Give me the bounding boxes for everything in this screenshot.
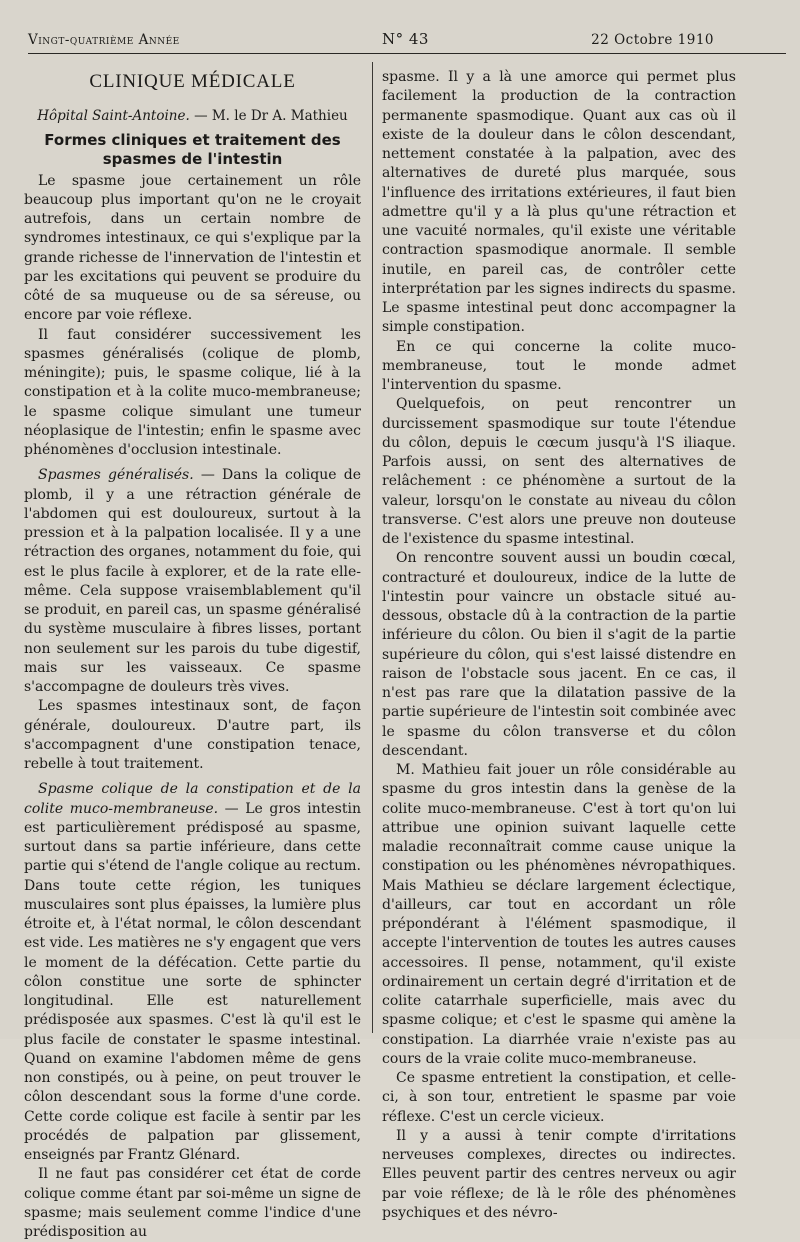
subheading: Spasmes généralisés. — [38, 467, 194, 484]
byline-author: — M. le Dr A. Mathieu — [194, 108, 348, 125]
paragraph — [24, 780, 361, 1165]
section-title: CLINIQUE MÉDICALE — [89, 71, 296, 92]
right-column — [382, 68, 736, 1223]
column-divider — [372, 62, 373, 1033]
paragraph: spasme. Il y a là une amorce qui permet plus facilement la production de la contraction permanente spasmodique. Quant aux cas où il existe de la douleur dans le côlon descendant, nettement constatée à la palpation, avec des alternatives de dureté plus marquée, sous l'influence des irritations extérieures, il faut bien admettre qu'il y a là plus qu'une rétraction et une vacuité normales, qu'il existe une véritable contraction spasmodique anormale. Il semble inutile, en pareil cas, de contrôler cette interprétation par les signes indirects du spasme. Le spasme intestinal peut donc accompagner la simple constipation. — [382, 69, 736, 336]
paragraph: Ce spasme entretient la constipation, et celle-ci, à son tour, entretient le spasme par voie réflexe. C'est un cercle vicieux. — [382, 1070, 736, 1125]
paragraph: Quelquefois, on peut rencontrer un durcissement spasmodique sur toute l'étendue du côlon, depuis le cœcum jusqu'à l'S iliaque. Parfois aussi, on sent des alternatives de relâchement : ce phénomène a surtout de la valeur, lorsqu'on le constate au niveau du côlon transverse. C'est alors une preuve non douteuse de l'existence du spasme intestinal. — [382, 396, 736, 547]
paragraph: Les spasmes intestinaux sont, de façon générale, douloureux. D'autre part, ils s'accompagnent d'une constipation tenace, rebelle à tout traitement. — [24, 698, 361, 772]
byline-hospital: Hôpital Saint-Antoine. — [37, 108, 190, 125]
header-volume: Vingt-quatrième Année — [28, 32, 180, 48]
paragraph: Le spasme joue certainement un rôle beaucoup plus important qu'on ne le croyait autrefois, dans un certain nombre de syndromes intestinaux, ce qui s'explique par la grande richesse de l'innervation de l'intestin et par les excitations qui peuvent se produire du côté de sa muqueuse ou de sa séreuse, ou encore par voie réflexe. — [24, 172, 361, 324]
left-column — [24, 68, 361, 1242]
header-issue-number: N° 43 — [381, 30, 429, 48]
paragraph: En ce qui concerne la colite muco-membraneuse, tout le monde admet l'intervention du spasme. — [382, 338, 736, 393]
paragraph: Il y a aussi à tenir compte d'irritations nerveuses complexes, directes ou indirectes. Elles peuvent partir des centres nerveux ou agir par voie réflexe; de là le rôle des phénomènes psychiques et des névro- — [382, 1127, 736, 1221]
paragraph — [24, 466, 361, 697]
paragraph: On rencontre souvent aussi un boudin cœcal, contracturé et douloureux, indice de la lutte de l'intestin pour vaincre un obstacle situé au-dessous, obstacle dû à la contraction de la partie inférieure du côlon. Ou bien il s'agit de la partie supérieure du côlon, qui s'est laissé distendre en raison de l'obstacle sous jacent. En ce cas, il n'est pas rare que la dilatation passive de la partie supérieure de l'intestin soit combinée avec le spasme du côlon transverse et du côlon descendant. — [382, 550, 736, 759]
header-rule — [28, 53, 786, 54]
byline — [24, 107, 361, 126]
header-date: 22 Octobre 1910 — [591, 32, 714, 48]
paragraph-body: — Dans la colique de plomb, il y a une rétraction générale de l'abdomen qui est douloureux, surtout à la pression et à la palpation localisée. Il y a une rétraction des organes, notamment du foie, qui est le plus facile à explorer, et de la rate elle-même. Cela suppose vraisemblablement qu'il se produit, en pareil cas, un spasme généralisé du système musculaire à fibres lisses, portant non seulement sur les parois du tube digestif, mais sur les vaisseaux. Ce spasme s'accompagne de douleurs très vives. — [24, 467, 361, 695]
paragraph-body: — Le gros intestin est particulièrement prédisposé au spasme, surtout dans sa partie inférieure, dans cette partie qui s'étend de l'angle colique au rectum. Dans toute cette région, les tuniques musculaires sont plus épaisses, la lumière plus étroite et, à l'état normal, le côlon descendant est vide. Les matières ne s'y engagent que vers le moment de la défécation. Cette partie du côlon constitue une sorte de sphincter longitudinal. Elle est naturellement prédisposée aux spasmes. C'est là qu'il est le plus facile de constater le spasme intestinal. Quand on examine l'abdomen même de gens non constipés, ou à peine, on peut trouver le côlon descendant sous la forme d'une corde. Cette corde colique est facile à sentir par les procédés de palpation par glissement, enseignés par Frantz Glénard. — [24, 800, 361, 1163]
subheading: Spasme colique de la constipation et de la colite muco-membraneuse. — [24, 781, 361, 817]
paragraph: Il faut considérer successivement les spasmes généralisés (colique de plomb, méningite); puis, le spasme colique, lié à la constipation et à la colite muco-membraneuse; le spasme colique simulant une tumeur néoplasique de l'intestin; enfin le spasme avec phénomènes d'occlusion intestinale. — [24, 326, 361, 458]
page-header — [28, 30, 714, 48]
article-title: Formes cliniques et traitement des spasmes de l'intestin — [44, 130, 341, 168]
paragraph: M. Mathieu fait jouer un rôle considérable au spasme du gros intestin dans la genèse de la colite muco-membraneuse. C'est à tort qu'on lui attribue une opinion suivant laquelle cette maladie reconnaîtrait comme cause unique la constipation ou les phénomènes névropathiques. Mais Mathieu se déclare largement éclectique, d'ailleurs, car tout en accordant un rôle prépondérant à l'élément spasmodique, il accepte l'intervention de toutes les autres causes accessoires. Il pense, notamment, qu'il existe ordinairement un certain degré d'irritation et de colite catarrhale superficielle, mais avec du spasme colique; et c'est le spasme qui amène la constipation. La diarrhée vraie n'existe pas au cours de la vraie colite muco-membraneuse. — [382, 762, 736, 1067]
paragraph: Il ne faut pas considérer cet état de corde colique comme étant par soi-même un signe de spasme; mais seulement comme l'indice d'une prédisposition au — [24, 1166, 361, 1240]
